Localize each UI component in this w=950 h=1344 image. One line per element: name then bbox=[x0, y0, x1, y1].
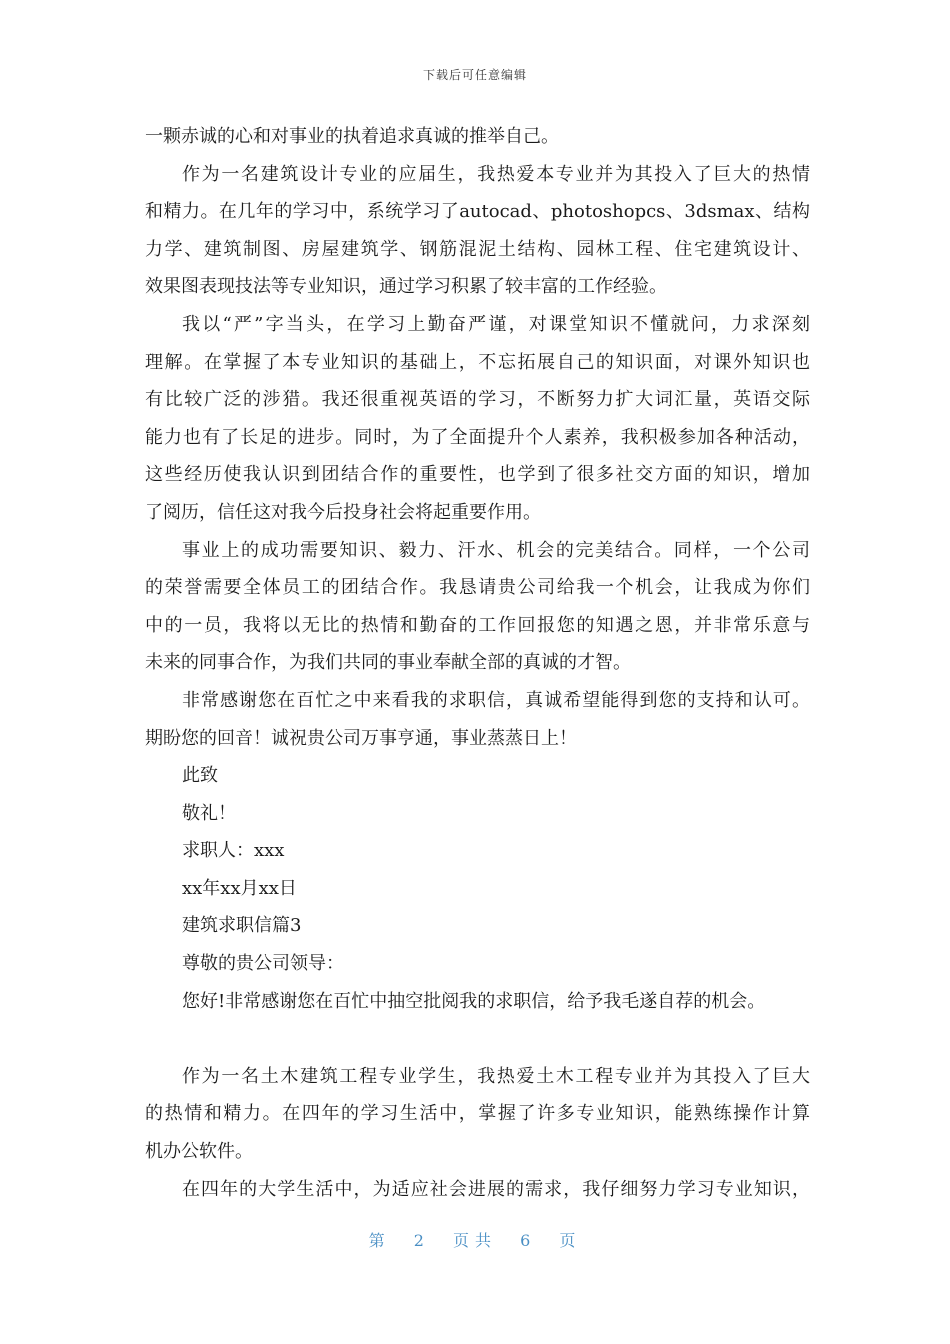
document-body bbox=[145, 118, 810, 1208]
text-line: 我以“严”字当头，在学习上勤奋严谨，对课堂知识不懂就问，力求深刻 bbox=[182, 313, 810, 335]
text-line: 效果图表现技法等专业知识，通过学习积累了较丰富的工作经验。 bbox=[145, 276, 667, 298]
text-line: 未来的同事合作，为我们共同的事业奉献全部的真诚的才智。 bbox=[145, 652, 631, 674]
text-line: 中的一员，我将以无比的热情和勤奋的工作回报您的知遇之恩，并非常乐意与 bbox=[145, 614, 810, 636]
applicant-name: 求职人：xxx bbox=[182, 840, 285, 862]
text-line: 在四年的大学生活中，为适应社会进展的需求，我仔细努力学习专业知识， bbox=[182, 1178, 810, 1200]
text-line: 力学、建筑制图、房屋建筑学、钢筋混泥土结构、园林工程、住宅建筑设计、 bbox=[145, 238, 810, 260]
greeting: 尊敬的贵公司领导： bbox=[182, 953, 344, 975]
text-line: 一颗赤诚的心和对事业的执着追求真诚的推举自己。 bbox=[145, 126, 559, 147]
text-line: 和精力。在几年的学习中，系统学习了autocad、photoshopcs、3dsmax、结构 bbox=[145, 201, 810, 223]
text-line: 事业上的成功需要知识、毅力、汗水、机会的完美结合。同样，一个公司 bbox=[182, 539, 810, 561]
text-line: 机办公软件。 bbox=[145, 1141, 253, 1163]
header-note: 下载后可任意编辑 bbox=[422, 68, 527, 82]
closing-respect: 敬礼！ bbox=[182, 802, 236, 824]
text-line: 的热情和精力。在四年的学习生活中，掌握了许多专业知识，能熟练操作计算 bbox=[145, 1103, 810, 1125]
text-line: 作为一名建筑设计专业的应届生，我热爱本专业并为其投入了巨大的热情 bbox=[182, 163, 810, 185]
section-title: 建筑求职信篇3 bbox=[182, 915, 302, 937]
page-number: 第 2 页共 6 页 bbox=[368, 1231, 582, 1250]
text-line: 的荣誉需要全体员工的团结合作。我恳请贵公司给我一个机会，让我成为你们 bbox=[145, 577, 810, 599]
letter-date: xx年xx月xx日 bbox=[182, 877, 297, 899]
text-line: 期盼您的回音！诚祝贵公司万事亨通，事业蒸蒸日上！ bbox=[145, 727, 577, 749]
blank-line bbox=[145, 1020, 810, 1058]
text-line: 您好!非常感谢您在百忙中抽空批阅我的求职信，给予我毛遂自荐的机会。 bbox=[182, 990, 766, 1012]
text-line: 作为一名土木建筑工程专业学生，我热爱土木工程专业并为其投入了巨大 bbox=[182, 1065, 810, 1087]
text-line: 理解。在掌握了本专业知识的基础上，不忘拓展自己的知识面，对课外知识也 bbox=[145, 351, 810, 373]
text-line: 这些经历使我认识到团结合作的重要性，也学到了很多社交方面的知识，增加 bbox=[145, 464, 810, 486]
text-line: 能力也有了长足的进步。同时，为了全面提升个人素养，我积极参加各种活动， bbox=[145, 426, 810, 448]
text-line: 有比较广泛的涉猎。我还很重视英语的学习，不断努力扩大词汇量，英语交际 bbox=[145, 389, 810, 411]
text-line: 了阅历，信任这对我今后投身社会将起重要作用。 bbox=[145, 501, 541, 523]
closing-salutation: 此致 bbox=[182, 765, 218, 787]
text-line: 非常感谢您在百忙之中来看我的求职信，真诚希望能得到您的支持和认可。 bbox=[182, 689, 810, 711]
